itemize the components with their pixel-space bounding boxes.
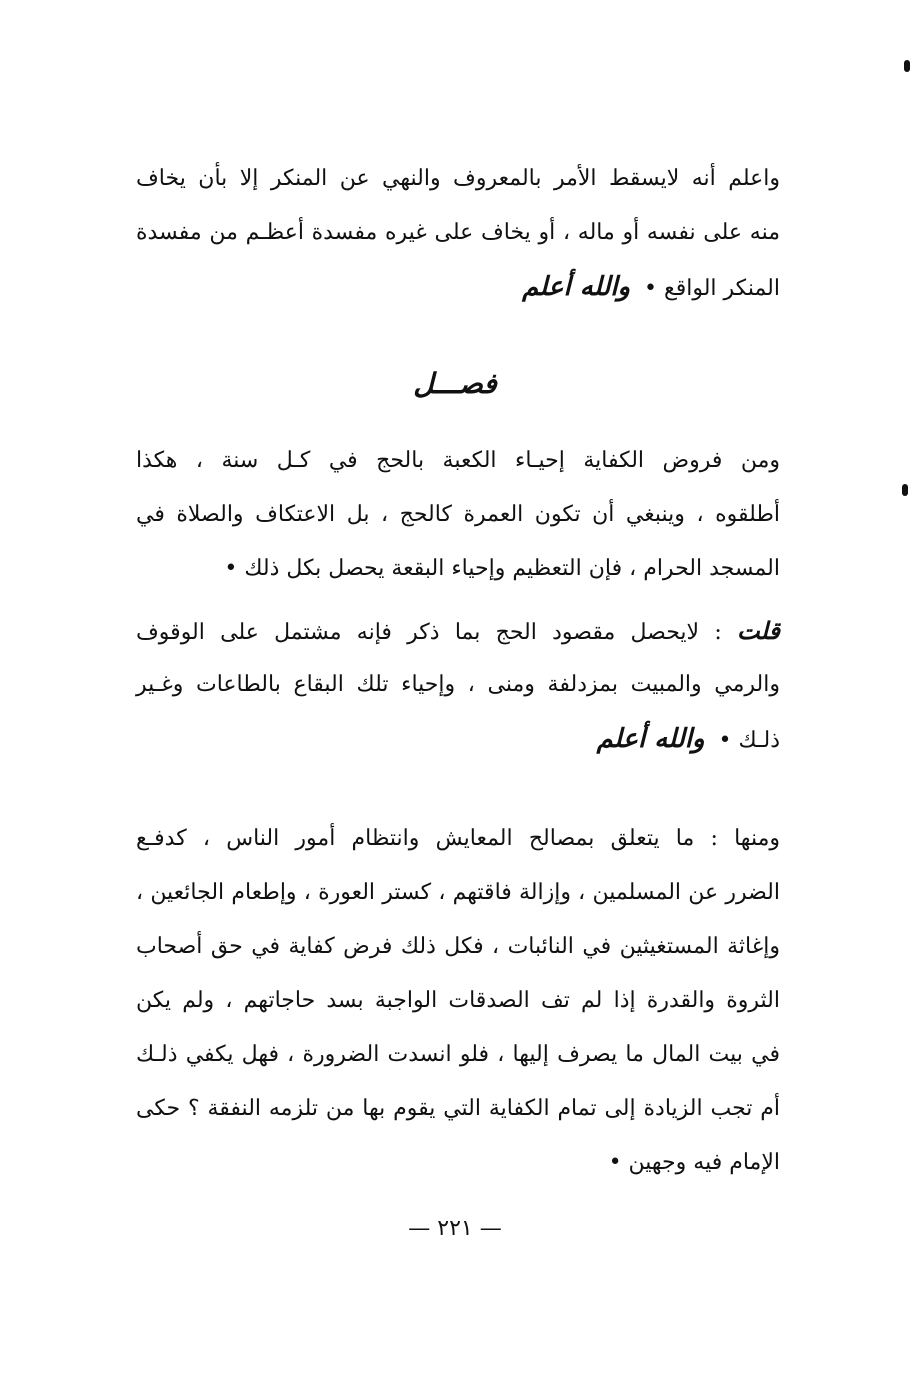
lead-word: قلت (737, 616, 780, 645)
page-number: — ٢٢١ — (408, 1216, 502, 1241)
paragraph-1 (136, 152, 780, 314)
text-line: والرمي والمبيت بمزدلفة ومنى ، وإحياء تلك البقاع بالطاعات وغـير (136, 672, 780, 697)
paragraph-4 (136, 812, 780, 1190)
text-line: : لايحصل مقصود الحج بما ذكر فإنه مشتمل على الوقوف (136, 620, 738, 645)
text-line: الثروة والقدرة إذا لم تف الصدقات الواجبة بسد حاجاتهم ، ولم يكن (136, 988, 780, 1013)
page-edge-mark (904, 60, 910, 72)
text-line-with-signature (136, 260, 780, 314)
text-line: في بيت المال ما يصرف إليها ، فلو انسدت الضرورة ، فهل يكفي ذلـك (136, 1042, 780, 1067)
section-heading: فصـــل (413, 367, 497, 400)
text-line: منه على نفسه أو ماله ، أو يخاف على غيره مفسدة أعظـم من مفسدة (136, 220, 780, 245)
closing-formula: والله أعلم (522, 272, 631, 302)
paragraph-2 (136, 434, 780, 596)
text-line: ومنها : ما يتعلق بمصالح المعايش وانتظام أمور الناس ، كدفـع (136, 826, 780, 851)
closing-formula: والله أعلم (596, 724, 705, 754)
page-edge-mark (902, 484, 908, 496)
text-line-with-lead (136, 604, 780, 658)
paragraph-3 (136, 604, 780, 766)
text-line: الضرر عن المسلمين ، وإزالة فاقتهم ، كستر العورة ، وإطعام الجائعين ، (136, 880, 780, 905)
text-line: المنكر الواقع • (644, 276, 780, 301)
text-line: ذلـك • (718, 728, 780, 753)
text-line: واعلم أنه لايسقط الأمر بالمعروف والنهي عن المنكر إلا بأن يخاف (136, 166, 780, 191)
text-line: وإغاثة المستغيثين في النائبات ، فكل ذلك فرض كفاية في حق أصحاب (136, 934, 780, 959)
text-line: ومن فروض الكفاية إحيـاء الكعبة بالحج في كـل سنة ، هكذا (136, 448, 780, 473)
text-line-with-signature (136, 712, 780, 766)
text-line: أم تجب الزيادة إلى تمام الكفاية التي يقوم بها من تلزمه النفقة ؟ حكى (136, 1096, 780, 1121)
text-line: الإمام فيه وجهين • (608, 1150, 780, 1175)
text-line: أطلقوه ، وينبغي أن تكون العمرة كالحج ، بل الاعتكاف والصلاة في (136, 502, 780, 527)
text-line: المسجد الحرام ، فإن التعظيم وإحياء البقعة يحصل بكل ذلك • (224, 556, 780, 581)
